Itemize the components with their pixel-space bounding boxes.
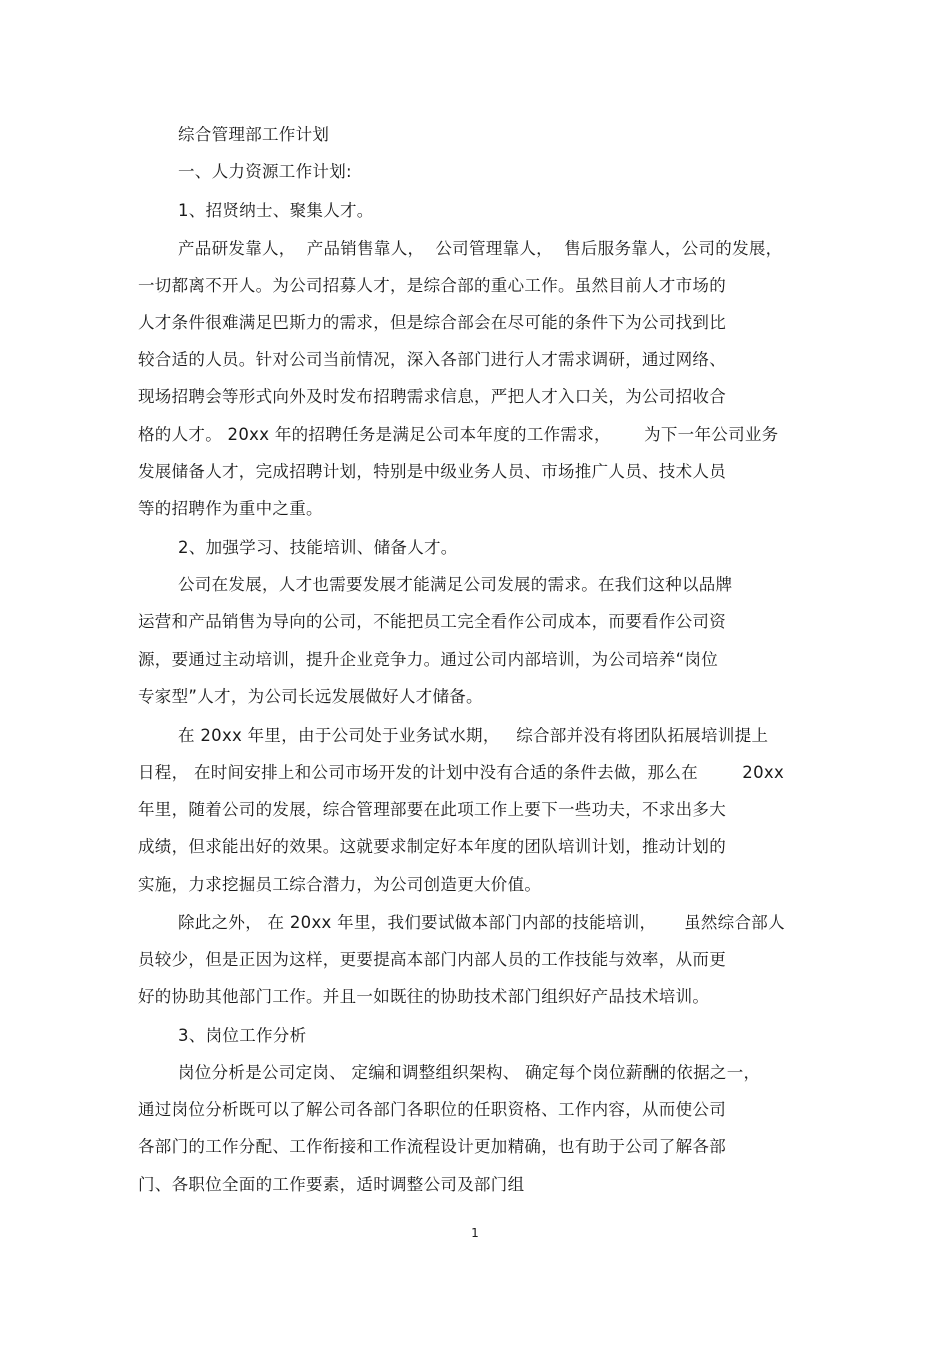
text-line: 通过岗位分析既可以了解公司各部门各职位的任职资格、工作内容，从而使公司 [138, 1100, 726, 1119]
text-line: 成绩，但求能出好的效果。这就要求制定好本年度的团队培训计划，推动计划的 [138, 837, 726, 856]
text-line: 岗位分析是公司定岗、 定编和调整组织架构、 确定每个岗位薪酬的依据之一， [178, 1063, 761, 1082]
text-line: 在 20xx 年里，由于公司处于业务试水期， 综合部并没有将团队拓展培训提上 [178, 726, 769, 745]
text-line: 实施，力求挖掘员工综合潜力，为公司创造更大价值。 [138, 875, 542, 894]
text-line: 发展储备人才，完成招聘计划，特别是中级业务人员、市场推广人员、技术人员 [138, 462, 726, 481]
text-line: 各部门的工作分配、工作衔接和工作流程设计更加精确，也有助于公司了解各部 [138, 1137, 726, 1156]
section-heading: 一、人力资源工作计划: [178, 162, 352, 181]
subsection-heading: 1、招贤纳士、聚集人才。 [178, 201, 374, 220]
subsection-heading: 2、加强学习、技能培训、储备人才。 [178, 538, 458, 557]
text-line: 门、各职位全面的工作要素，适时调整公司及部门组 [138, 1175, 525, 1194]
text-line: 运营和产品销售为导向的公司，不能把员工完全看作公司成本，而要看作公司资 [138, 612, 726, 631]
text-line: 格的人才。 20xx 年的招聘任务是满足公司本年度的工作需求， 为下一年公司业务 [138, 425, 779, 444]
text-line: 员较少，但是正因为这样，更要提高本部门内部人员的工作技能与效率，从而更 [138, 950, 726, 969]
text-line: 一切都离不开人。为公司招募人才，是综合部的重心工作。虽然目前人才市场的 [138, 276, 726, 295]
text-line: 等的招聘作为重中之重。 [138, 499, 323, 518]
text-line: 源，要通过主动培训，提升企业竞争力。通过公司内部培训，为公司培养“岗位 [138, 650, 719, 669]
text-line: 好的协助其他部门工作。并且一如既往的协助技术部门组织好产品技术培训。 [138, 987, 710, 1006]
text-line: 现场招聘会等形式向外及时发布招聘需求信息，严把人才入口关，为公司招收合 [138, 387, 726, 406]
page-number: 1 [471, 1226, 479, 1240]
text-line: 公司在发展，人才也需要发展才能满足公司发展的需求。在我们这种以品牌 [178, 575, 733, 594]
text-line: 产品研发靠人， 产品销售靠人， 公司管理靠人， 售后服务靠人，公司的发展， [178, 239, 783, 258]
text-line: 较合适的人员。针对公司当前情况，深入各部门进行人才需求调研，通过网络、 [138, 350, 726, 369]
text-line: 人才条件很难满足巴斯力的需求，但是综合部会在尽可能的条件下为公司找到比 [138, 313, 726, 332]
text-line: 专家型”人才，为公司长远发展做好人才储备。 [138, 687, 483, 706]
subsection-heading: 3、岗位工作分析 [178, 1026, 307, 1045]
text-line: 除此之外， 在 20xx 年里，我们要试做本部门内部的技能培训， 虽然综合部人 [178, 913, 785, 932]
text-line: 年里，随着公司的发展，综合管理部要在此项工作上要下一些功夫，不求出多大 [138, 800, 726, 819]
document-title: 综合管理部工作计划 [178, 125, 330, 144]
text-line: 日程， 在时间安排上和公司市场开发的计划中没有合适的条件去做，那么在 20xx [138, 763, 785, 782]
